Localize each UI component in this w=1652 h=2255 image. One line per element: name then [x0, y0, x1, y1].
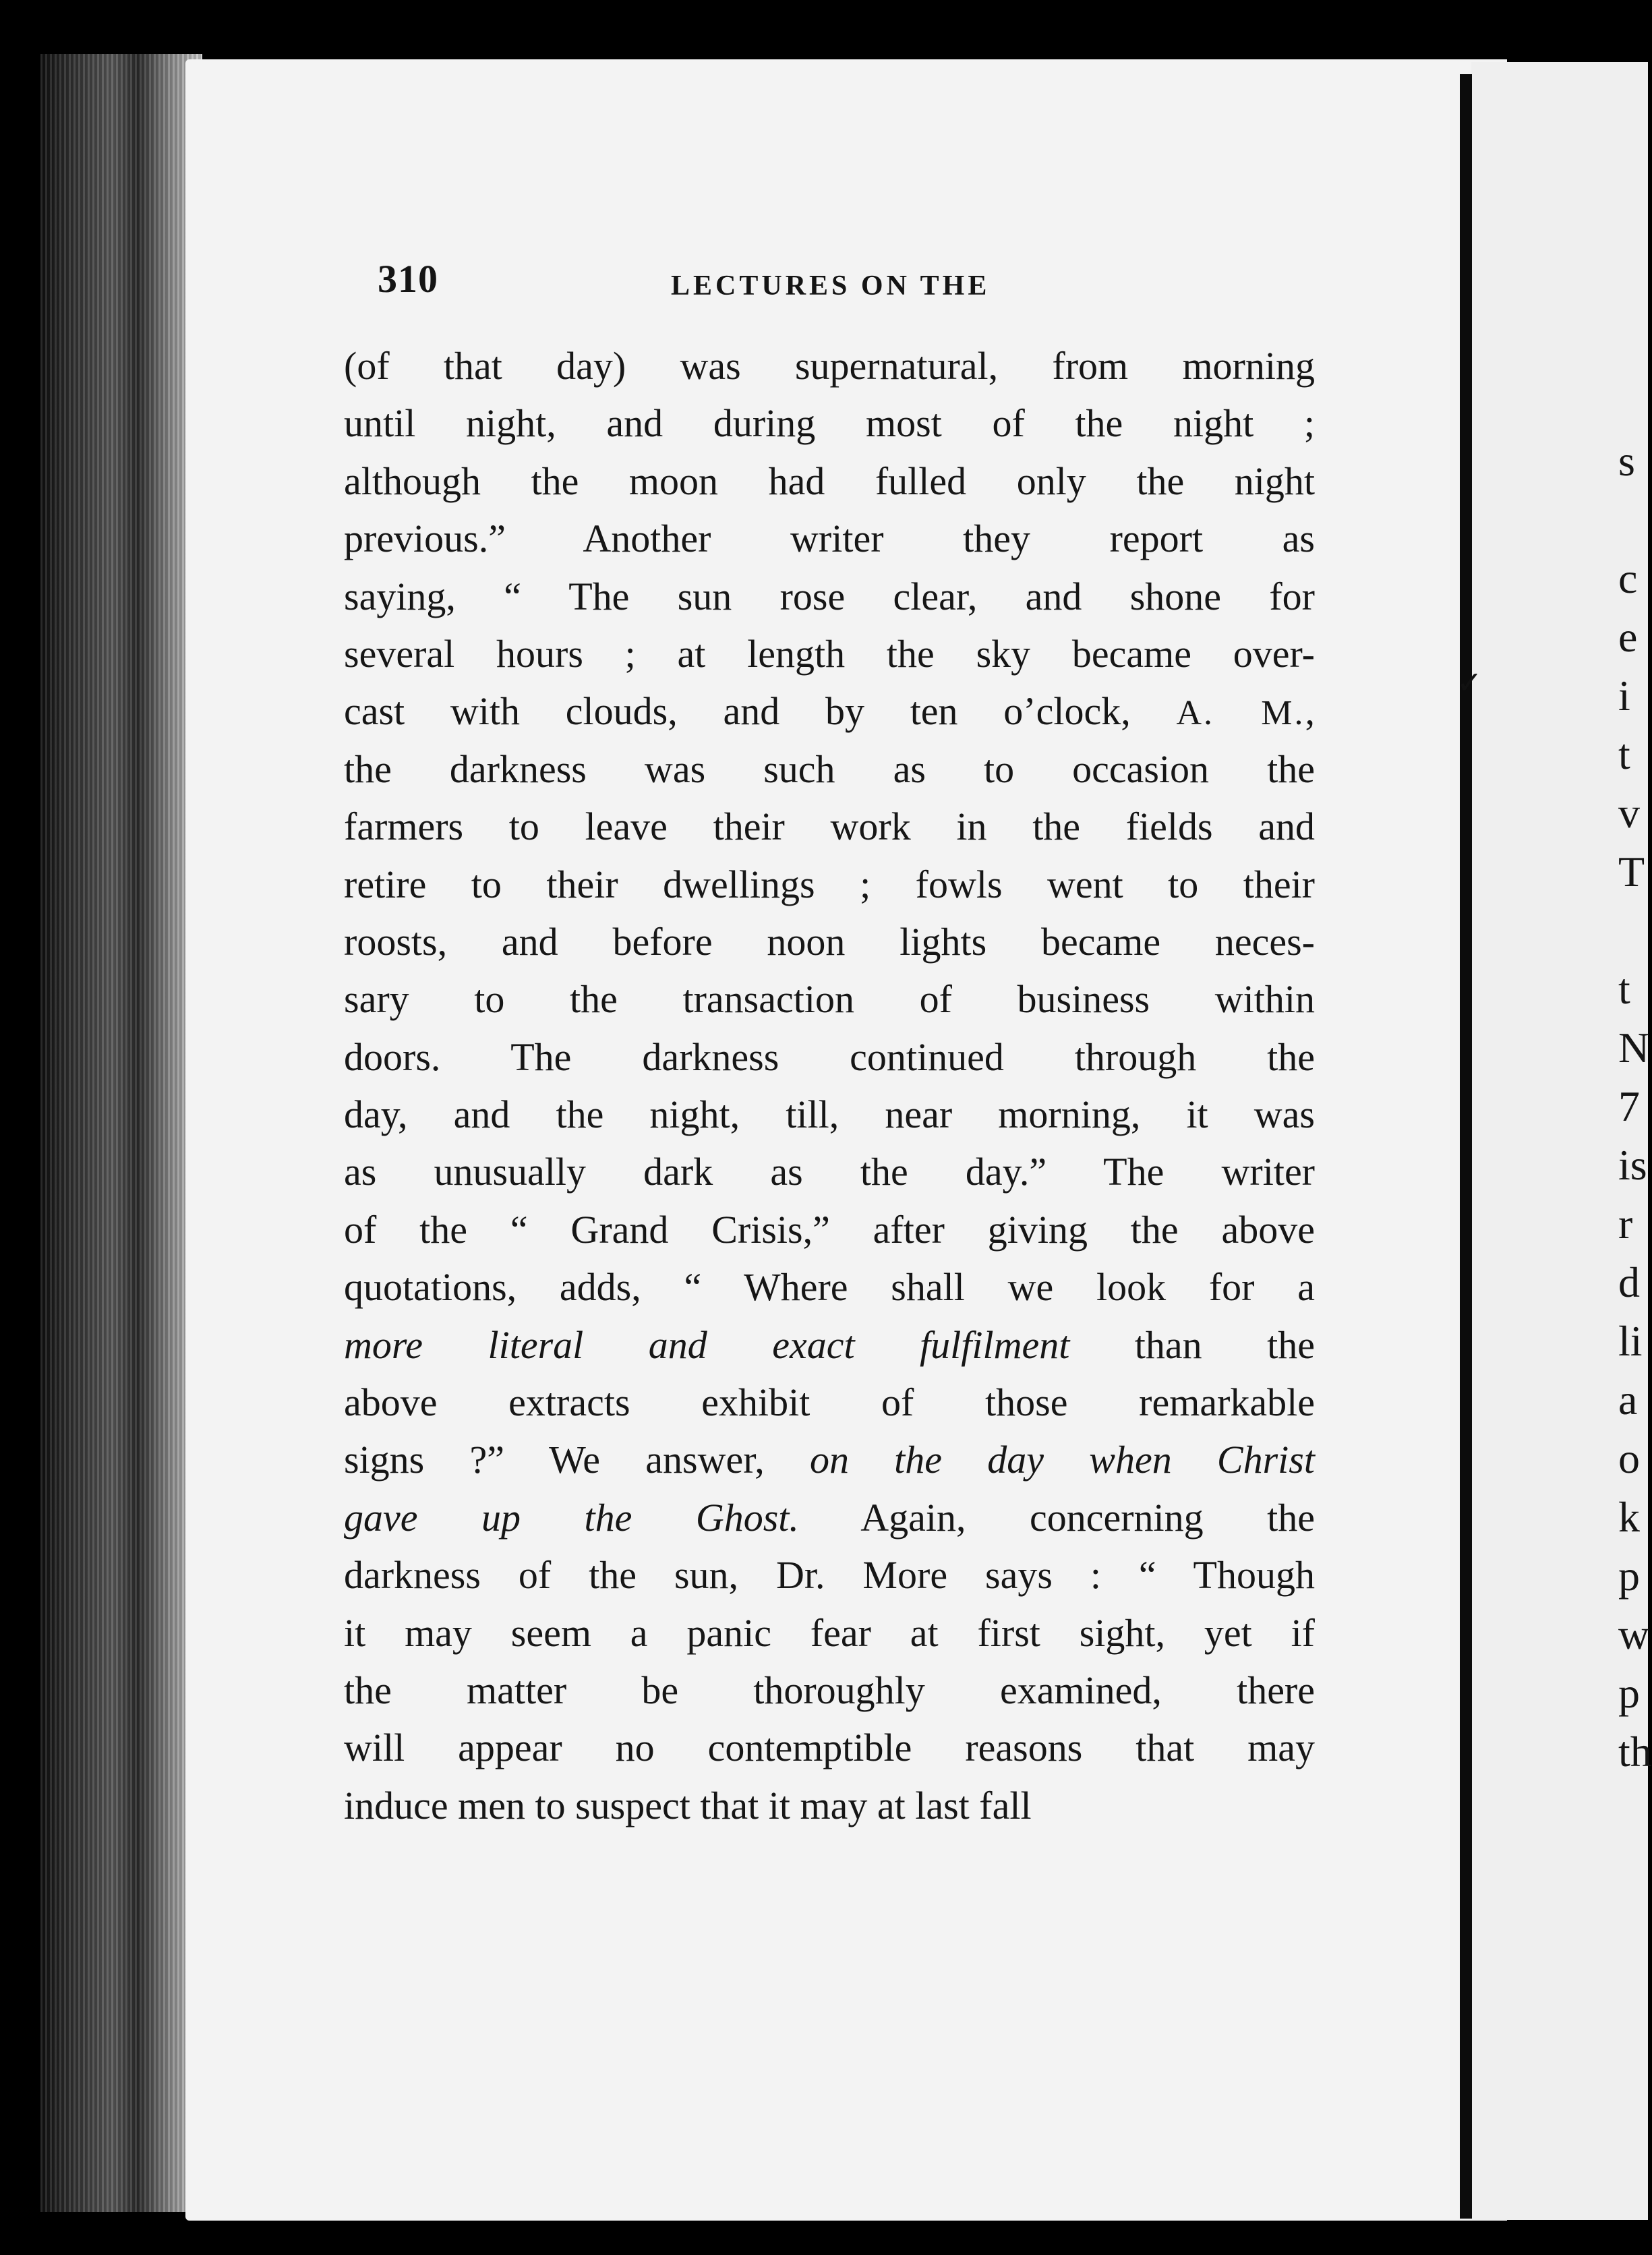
small-caps-text: A. M.: [1176, 694, 1305, 733]
text-line: [344, 568, 1315, 625]
facing-page-fragment: w: [1618, 1610, 1650, 1658]
facing-page-fragment: a: [1618, 1376, 1638, 1424]
facing-page-fragment: is: [1618, 1141, 1647, 1189]
text-segment: of the “ Grand Crisis,” after giving the above: [344, 1207, 1315, 1252]
text-line: [344, 394, 1315, 452]
text-line: [344, 1143, 1315, 1200]
text-segment: cast with clouds, and by ten o’clock,: [344, 689, 1177, 734]
text-line: [344, 856, 1315, 913]
text-segment: darkness of the sun, Dr. More says : “ Though: [344, 1553, 1315, 1598]
text-segment: above extracts exhibit of those remarkable: [344, 1380, 1315, 1425]
text-segment: it may seem a panic fear at first sight, yet if: [344, 1610, 1315, 1655]
italic-text: on the day when Christ: [809, 1438, 1315, 1482]
facing-page-fragment: p: [1618, 1669, 1640, 1717]
facing-page-fragment: i: [1618, 672, 1630, 720]
text-line: [344, 1258, 1315, 1316]
facing-page-fragment: p: [1618, 1552, 1640, 1600]
text-segment: previous.” Another writer they report as: [344, 517, 1315, 561]
text-segment: doors. The darkness continued through the: [344, 1034, 1315, 1079]
facing-page-fragment: o: [1618, 1434, 1640, 1482]
text-line: [344, 740, 1315, 798]
text-line: [344, 1028, 1315, 1086]
text-segment: than the: [1069, 1322, 1315, 1367]
text-line: [344, 337, 1315, 394]
text-segment: (of that day) was supernatural, from morning: [344, 344, 1315, 388]
facing-page-fragment: d: [1618, 1258, 1640, 1306]
gutter-mark: ✓: [1456, 666, 1483, 700]
facing-page-fragment: 7: [1618, 1082, 1640, 1130]
text-segment: retire to their dwellings ; fowls went to their: [344, 862, 1315, 906]
text-segment: induce men to suspect that it may at last fall: [344, 1783, 1032, 1827]
text-segment: ,: [1305, 689, 1315, 734]
text-segment: the matter be thoroughly examined, there: [344, 1668, 1315, 1712]
text-line: [344, 1316, 1315, 1374]
text-line: [344, 1431, 1315, 1488]
facing-page-fragment: e: [1618, 613, 1638, 661]
text-line: [344, 452, 1315, 510]
facing-page-letters: [1618, 432, 1652, 1781]
text-line: [344, 1662, 1315, 1719]
text-line: [344, 1201, 1315, 1258]
page-gutter: [1460, 74, 1472, 2219]
facing-page-fragment: T: [1618, 848, 1645, 896]
body-text: [344, 337, 1315, 1834]
page-number: 310: [378, 257, 438, 301]
text-segment: farmers to leave their work in the fields and: [344, 804, 1315, 849]
text-line: [344, 1777, 1315, 1834]
facing-page-fragment: li: [1618, 1317, 1643, 1365]
facing-page-fragment: th: [1618, 1728, 1652, 1776]
facing-page-fragment: t: [1618, 730, 1630, 778]
facing-page-fragment: k: [1618, 1493, 1640, 1541]
text-line: [344, 625, 1315, 682]
book-fore-edge: [40, 54, 202, 2212]
text-segment: several hours ; at length the sky became over-: [344, 631, 1315, 676]
text-line: [344, 510, 1315, 567]
text-line: [344, 1546, 1315, 1604]
text-segment: the darkness was such as to occasion the: [344, 746, 1315, 791]
facing-page-fragment: v: [1618, 789, 1640, 837]
text-segment: as unusually dark as the day.” The writer: [344, 1150, 1315, 1194]
italic-text: more literal and exact fulfilment: [344, 1322, 1070, 1367]
text-line: [344, 1604, 1315, 1662]
text-line: [344, 1489, 1315, 1546]
text-line: [344, 1086, 1315, 1143]
text-line: [344, 798, 1315, 855]
text-segment: saying, “ The sun rose clear, and shone for: [344, 574, 1315, 618]
italic-text: gave up the Ghost.: [344, 1495, 799, 1540]
text-line: [344, 913, 1315, 970]
text-line: [344, 970, 1315, 1028]
text-line: [344, 1374, 1315, 1431]
text-segment: sary to the transaction of business within: [344, 977, 1315, 1022]
running-head: LECTURES ON THE: [671, 270, 991, 301]
facing-page-fragment: c: [1618, 554, 1638, 602]
text-segment: until night, and during most of the night ;: [344, 401, 1315, 446]
text-segment: roosts, and before noon lights became neces-: [344, 919, 1315, 964]
text-line: [344, 1719, 1315, 1776]
facing-page-fragment: [1618, 901, 1648, 960]
facing-page-fragment: N: [1618, 1024, 1650, 1072]
facing-page-fragment: [1618, 490, 1648, 549]
text-line: [344, 682, 1315, 740]
text-segment: signs ?” We answer,: [344, 1438, 810, 1482]
text-segment: although the moon had fulled only the night: [344, 459, 1315, 503]
text-segment: quotations, adds, “ Where shall we look for a: [344, 1265, 1315, 1310]
text-segment: day, and the night, till, near morning, it was: [344, 1092, 1315, 1137]
text-segment: Again, concerning the: [798, 1495, 1316, 1540]
facing-page-fragment: s: [1618, 437, 1635, 485]
facing-page-fragment: t: [1618, 965, 1630, 1013]
text-segment: will appear no contemptible reasons that may: [344, 1726, 1315, 1770]
facing-page-fragment: r: [1618, 1200, 1633, 1248]
